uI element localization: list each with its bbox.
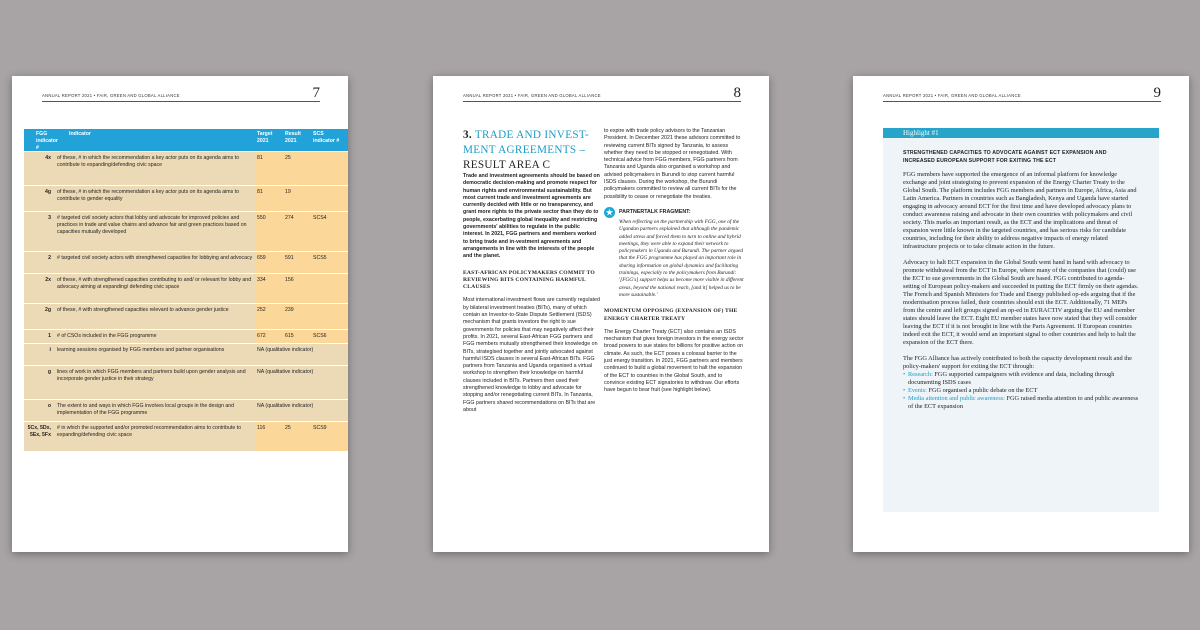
cell-scs-indicator: SCS4 <box>311 212 348 251</box>
cell-indicator: # targeted civil society actors that lobby and advocate for improved policies and practices in trade and value chains and advance fair and green practices based on capacities mutually developed <box>57 215 247 235</box>
cell-scs-indicator: SCS5 <box>311 252 348 273</box>
cell-result: 591 <box>283 252 311 273</box>
partnertalk-quote: When reflecting on the partnership with FGG, one of the Ugandan partners explained that although the pandemic added stress and forced them to turn to online and hybrid meetings, they were able to expand their network to policymakers in Uganda and Burundi. The partner argued that the FGG programme has played an important role in sharing information on global dynamics and facilitating trainings, especially to the policymakers from Burundi: '[FGG's] support helps us become more visible in different areas, beyond the national reach, [and it] helped us to be more sustainable.' <box>619 218 744 298</box>
bits-paragraph: Most international investment flows are currently regulated by bilateral investment treaties (BITs), many of which contain an Investor-to-State Dispute Settlement (ISDS) mechanism that grants investors the right to sue governments for policies that may negatively affect their profits. In 2021, several East-African FGG partners and FGG members mutually strengthened their knowledge on BITs, strategised together and jointly advocated against harmful ISDS clauses in several East-African BITs. FGG partners from Tanzania and Uganda organised a virtual workshop to strengthen their knowledge on harmful clauses included in BITs. Partners then used their strengthened knowledge to lobby and advocate for stopping and/or renegotiating current BITs. In Tanzania, FGG partners shared recommendations on BITs that are about <box>463 297 600 413</box>
cell-result: 156 <box>283 274 311 303</box>
cell-indicator: of these, # in which the recommendation a key actor puts on its agenda aims to contribute to expanding/defending civic space <box>57 155 239 168</box>
bullet-item <box>903 395 1139 411</box>
star-icon: ★ <box>605 207 614 217</box>
header-rule <box>463 101 741 102</box>
cell-scs-indicator <box>311 304 348 329</box>
table-row <box>24 303 348 329</box>
cell-indicator: of these, # in which the recommendation a key actor puts on its agenda aims to contribute to gender equality <box>57 189 239 202</box>
cell-result: 239 <box>283 304 311 329</box>
cell-fgg-indicator: i <box>49 347 51 353</box>
table-body <box>24 151 348 451</box>
cell-result: 274 <box>283 212 311 251</box>
subheading-bits: EAST-AFRICAN POLICYMAKERS COMMIT TO REVIEWING BITS CONTAINING HARMFUL CLAUSES <box>463 269 595 291</box>
cell-result: 25 <box>283 422 311 451</box>
cell-fgg-indicator: 5Cx, 5Dx, 5Ex, 5Fx <box>27 425 51 438</box>
highlight-label: Highlight #1 <box>883 128 1159 138</box>
running-head: ANNUAL REPORT 2021 • FAIR, GREEN AND GLOBAL ALLIANCE <box>463 93 601 98</box>
cell-target: 81 <box>255 152 283 185</box>
page-number: 9 <box>1153 85 1161 101</box>
highlight-bullet-list <box>903 371 1139 411</box>
header-fgg-indicator: FGG indicator # <box>36 131 58 151</box>
cell-fgg-indicator: 3 <box>48 215 51 221</box>
subheading-ect: MOMENTUM OPPOSING (EXPANSION OF) THE ENERGY CHARTER TREATY <box>604 308 738 322</box>
bullet-item <box>903 387 1139 395</box>
partnertalk-heading <box>604 207 744 218</box>
cell-indicator: The extent to and ways in which FGG involves local groups in the design and implementation of the FGG programme <box>57 403 235 416</box>
cell-fgg-indicator: 4g <box>44 189 51 195</box>
cell-fgg-indicator: 2x <box>45 277 51 283</box>
cell-scs-indicator: SCS9 <box>311 422 348 451</box>
cell-result: 615 <box>283 330 311 343</box>
bullet-text: FGG supported campaigners with evidence and data, including through documenting ISDS cases <box>908 371 1115 386</box>
cell-fgg-indicator: o <box>47 403 51 409</box>
cell-target: 116 <box>255 422 283 451</box>
cell-scs-indicator <box>311 152 348 185</box>
cell-target: 252 <box>255 304 283 329</box>
table-header <box>24 129 348 151</box>
page-number: 7 <box>312 85 320 101</box>
highlight-box <box>883 128 1159 512</box>
indicator-table <box>24 129 348 451</box>
right-column <box>604 128 744 395</box>
table-row <box>24 329 348 343</box>
table-row <box>24 273 348 303</box>
cell-result: 25 <box>283 152 311 185</box>
section-title <box>463 128 601 173</box>
table-row <box>24 365 348 399</box>
bits-paragraph-continued: to expire with trade policy advisors to the Tanzanian President. In December 2021 these advisors committed to reviewing current BITs signed by Tanzania, to assess whether they need to be stopped or renegotiated. With technical advice from FGG members, FGG partners from Tanzania and Uganda also organised a workshop and advised policymakers in Burundi to stop current harmful ISDS clauses. During the workshop, the Burundi policymakers committed to review all current BITs for the possibility to cease or renegotiate the treaties. <box>604 128 741 200</box>
highlight-paragraph: Advocacy to halt ECT expansion in the Global South went hand in hand with advocacy to promote withdrawal from the ECT in Europe, where many of the companies that (could) use the ECT to sue governments in the Global South are based. FGG contributed to agenda-setting of European policy-makers and succeeded in putting the ECT firmly on their agendas. The French and Spanish Ministers for Trade and Energy published op-eds arguing that if the modernisation process failed, their countries should exit the ECT. Additionally, 71 MEPs from the centre and left groups signed an op-ed in EURACTIV arguing the EU and member states should leave the ECT. Eight EU member states have now stated that they will consider leaving the ECT if it is not brought in line with the Paris Agreement. If European countries indeed exit the ECT, it would send an important signal to other countries and help to halt the expansion of the ECT there. <box>903 259 1139 346</box>
table-row <box>24 185 348 211</box>
header-target: Target 2021 <box>257 131 273 144</box>
bullet-text: FGG raised media attention to and public awareness of the ECT expansion <box>908 395 1139 410</box>
bullet-text: FGG organised a public debate on the ECT <box>926 387 1038 394</box>
table-row <box>24 151 348 185</box>
table-row <box>24 251 348 273</box>
section-title-main: TRADE AND INVEST-MENT AGREEMENTS – <box>463 129 589 156</box>
cell-indicator: # targeted civil society actors with strengthened capacities for lobbying and advocacy <box>57 255 253 261</box>
cell-qualitative-note: NA (qualitative indicator) <box>257 403 314 409</box>
report-page-7 <box>12 76 348 552</box>
cell-fgg-indicator: 4x <box>45 155 51 161</box>
header-indicator: Indicator <box>69 131 91 137</box>
cell-target: 334 <box>255 274 283 303</box>
header-scs-indicator: SCS indicator # <box>313 131 340 144</box>
cell-target: 659 <box>255 252 283 273</box>
cell-indicator: of these, # with strengthened capacities contributing to and/ or relevant for lobby and advocacy aiming at expanding/ defending civic space <box>57 277 252 290</box>
report-page-9 <box>853 76 1189 552</box>
cell-qualitative-note: NA (qualitative indicator) <box>257 369 314 375</box>
cell-target: 81 <box>255 186 283 211</box>
cell-indicator: of these, # with strengthened capacities relevant to advance gender justice <box>57 307 229 313</box>
cell-indicator: # in which the supported and/or promoted recommendation aims to contribute to expanding/defending civic space <box>57 425 241 438</box>
cell-qualitative-note: NA (qualitative indicator) <box>257 347 314 353</box>
section-title-sub: RESULT AREA C <box>463 159 551 171</box>
cell-indicator: lines of work in which FGG members and partners build upon gender analysis and incorporate gender justice in their strategy <box>57 369 246 382</box>
cell-scs-indicator <box>311 274 348 303</box>
cell-indicator: # of CSOs included in the FGG programme <box>57 333 157 339</box>
running-head: ANNUAL REPORT 2021 • FAIR, GREEN AND GLOBAL ALLIANCE <box>883 93 1021 98</box>
cell-scs-indicator: SCS6 <box>311 330 348 343</box>
cell-fgg-indicator: 2 <box>48 255 51 261</box>
table-row <box>24 421 348 451</box>
highlight-paragraph: FGG members have supported the emergence of an informal platform for knowledge exchange and joint strategising to prevent expansion of the Energy Charter Treaty to the Global South. The platform includes FGG members and partners in Europe, Africa, Asia and Latin America. Partners in countries such as Bangladesh, Kenya and Uganda have started engaging in advocacy around ECT for the first time and have developed advocacy plans to conduct awareness raising and advocate in their own countries with policymakers and civil society. This marks an important result, as the ECT and the implications and threat of expansion were little known in the targeted countries, and has serious risks for candidate countries, including for their ability to address negative impacts of energy related infrastructure projects or to take climate action in the future. <box>903 171 1137 250</box>
cell-result: 19 <box>283 186 311 211</box>
ect-paragraph: The Energy Charter Treaty (ECT) also contains an ISDS mechanism that gives foreign investors in the energy sector broad powers to sue states for billions for positive action on climate. As such, the ECT poses a colossal barrier to the just energy transition. In 2021, FGG partners and members continued to build a global movement to halt the expansion of the ECT to countries in the Global South, and to convince existing ECT signatories to withdraw. Our efforts have begun to bear fruit (see highlight below). <box>604 328 744 394</box>
table-row <box>24 399 348 421</box>
left-column <box>463 128 601 414</box>
cell-indicator: learning sessions organised by FGG members and partner organisations <box>57 347 225 353</box>
cell-scs-indicator <box>311 186 348 211</box>
page-number: 8 <box>733 85 741 101</box>
report-page-8 <box>433 76 769 552</box>
partnertalk-label: PARTNERTALK FRAGMENT: <box>619 208 691 215</box>
section-number: 3. <box>463 129 472 141</box>
bullet-item <box>903 371 1139 387</box>
cell-target: 672 <box>255 330 283 343</box>
intro-paragraph: Trade and investment agreements should be based on democratic decision-making and promote respect for human rights and environmental sustainability. But most current trade and investment agreements are currently decided with little or no transparency, and grant more rights to the private sector than they do to people, exacerbating global inequality and restricting governments' abilities to regulate in the public interest. In 2021, FGG partners and members worked to bring trade and in-vestment agreements and arrangements in line with the interests of the people and the planet. <box>463 173 600 260</box>
cell-fgg-indicator: g <box>47 369 51 375</box>
header-result: Result 2021 <box>285 131 301 144</box>
highlight-subheading: STRENGTHENED CAPACITIES TO ADVOCATE AGAINST ECT EXPANSION AND INCREASED EUROPEAN SUPPORT FOR EXITING THE ECT <box>903 150 1107 164</box>
running-head: ANNUAL REPORT 2021 • FAIR, GREEN AND GLOBAL ALLIANCE <box>42 93 180 98</box>
cell-target: 550 <box>255 212 283 251</box>
highlight-paragraph: The FGG Alliance has actively contributed to both the capacity development result and the policy-makers' support for exiting the ECT through: <box>903 355 1132 370</box>
table-row <box>24 211 348 251</box>
highlight-body <box>883 165 1159 411</box>
cell-fgg-indicator: 1 <box>48 333 51 339</box>
header-rule <box>42 101 320 102</box>
table-row <box>24 343 348 365</box>
bullet-keyword: Research: <box>908 371 933 378</box>
bullet-keyword: Media attention and public awareness: <box>908 395 1005 402</box>
header-rule <box>883 101 1161 102</box>
cell-fgg-indicator: 2g <box>44 307 51 313</box>
bullet-keyword: Events: <box>908 387 927 394</box>
